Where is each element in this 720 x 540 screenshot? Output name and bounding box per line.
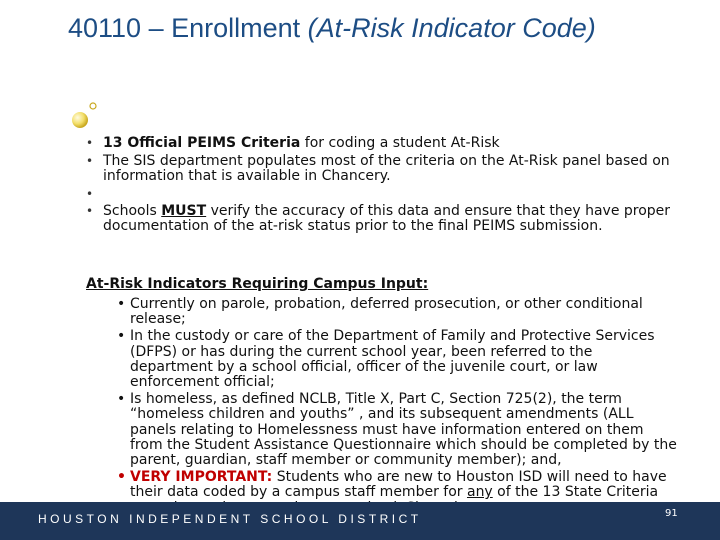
any-emphasis: any bbox=[466, 484, 493, 501]
indicator-item: • In the custody or care of the Department of Family and Protective Services (DFPS) or has during the current school year, been referred to the department by a school official, officer of the juvenile court, or law enforcement official; bbox=[117, 328, 655, 391]
indicator-item: • Currently on parole, probation, deferred prosecution, or other conditional release; bbox=[117, 296, 643, 328]
bullet-text: The SIS department populates most of the criteria on the At-Risk panel based on information that is available in Chancery. bbox=[103, 152, 670, 184]
very-important-label: VERY IMPORTANT: bbox=[130, 469, 273, 486]
indicator-text: Is homeless, as defined NCLB, Title X, Part C, Section 725(2), the term “homeless children and youths” , and its subsequent amendments (ALL panels relating to Homelessness must have information entered on them from the Student Assistance Questionnaire which should be completed by the parent, guardian, staff member or community member); and, bbox=[130, 391, 677, 469]
indicator-item: • VERY IMPORTANT: Students who are new to Houston ISD will need to have their data coded by a campus staff member for any of the 13 State Criteria bbox=[117, 470, 677, 516]
bullet-item-empty: • bbox=[86, 186, 94, 201]
indicator-list bbox=[117, 297, 677, 518]
bullet-item: • 13 Official PEIMS Criteria for coding a student At-Risk bbox=[86, 135, 500, 151]
must-emphasis: MUST bbox=[161, 202, 207, 219]
district-logo-text: HOUSTON INDEPENDENT SCHOOL DISTRICT bbox=[38, 512, 422, 526]
indicator-text: Students who are new to Houston ISD will need to have their data coded by a campus staff member for bbox=[130, 469, 667, 501]
bullet-item: • Schools MUST verify the accuracy of this data and ensure that they have proper documentation of the at-risk status prior to the final PEIMS submission. bbox=[86, 202, 671, 234]
indicators-heading: At-Risk Indicators Requiring Campus Input: bbox=[86, 276, 429, 292]
bullet-text: for coding a student At-Risk bbox=[300, 135, 500, 151]
intro-bullet-list bbox=[86, 136, 686, 237]
indicator-text: Currently on parole, probation, deferred prosecution, or other conditional release; bbox=[130, 296, 643, 328]
slide-title bbox=[68, 8, 668, 48]
bullet-text: Schools bbox=[103, 202, 162, 219]
indicator-text: In the custody or care of the Department of Family and Protective Services (DFPS) or has during the current school year, been referred to the department by a school official, officer of the juvenile court, or law enforcement official; bbox=[130, 328, 655, 391]
bullet-bold-text: 13 Official PEIMS Criteria bbox=[103, 135, 301, 151]
indicator-item: • Is homeless, as defined NCLB, Title X, Part C, Section 725(2), the term “homeless children and youths” , and its subsequent amendments (ALL panels relating to Homelessness must have information entered on them from the Student Assistance Questionnaire which should be completed by the parent, guardian, staff member or community member); and, bbox=[117, 391, 677, 469]
bullet-text: verify the accuracy of this data and ensure that they have proper documentation of the at-risk status prior to the final PEIMS submission. bbox=[103, 202, 671, 234]
bullet-item: • The SIS department populates most of the criteria on the At-Risk panel based on information that is available in Chancery. bbox=[86, 152, 670, 184]
title-subtitle: (At-Risk Indicator Code) bbox=[307, 13, 596, 43]
bullet-orb-icon bbox=[68, 98, 108, 138]
page-number: 91 bbox=[665, 508, 678, 519]
title-main: 40110 – Enrollment bbox=[68, 13, 308, 43]
indicator-text: of the 13 State Criteria bbox=[497, 484, 659, 501]
